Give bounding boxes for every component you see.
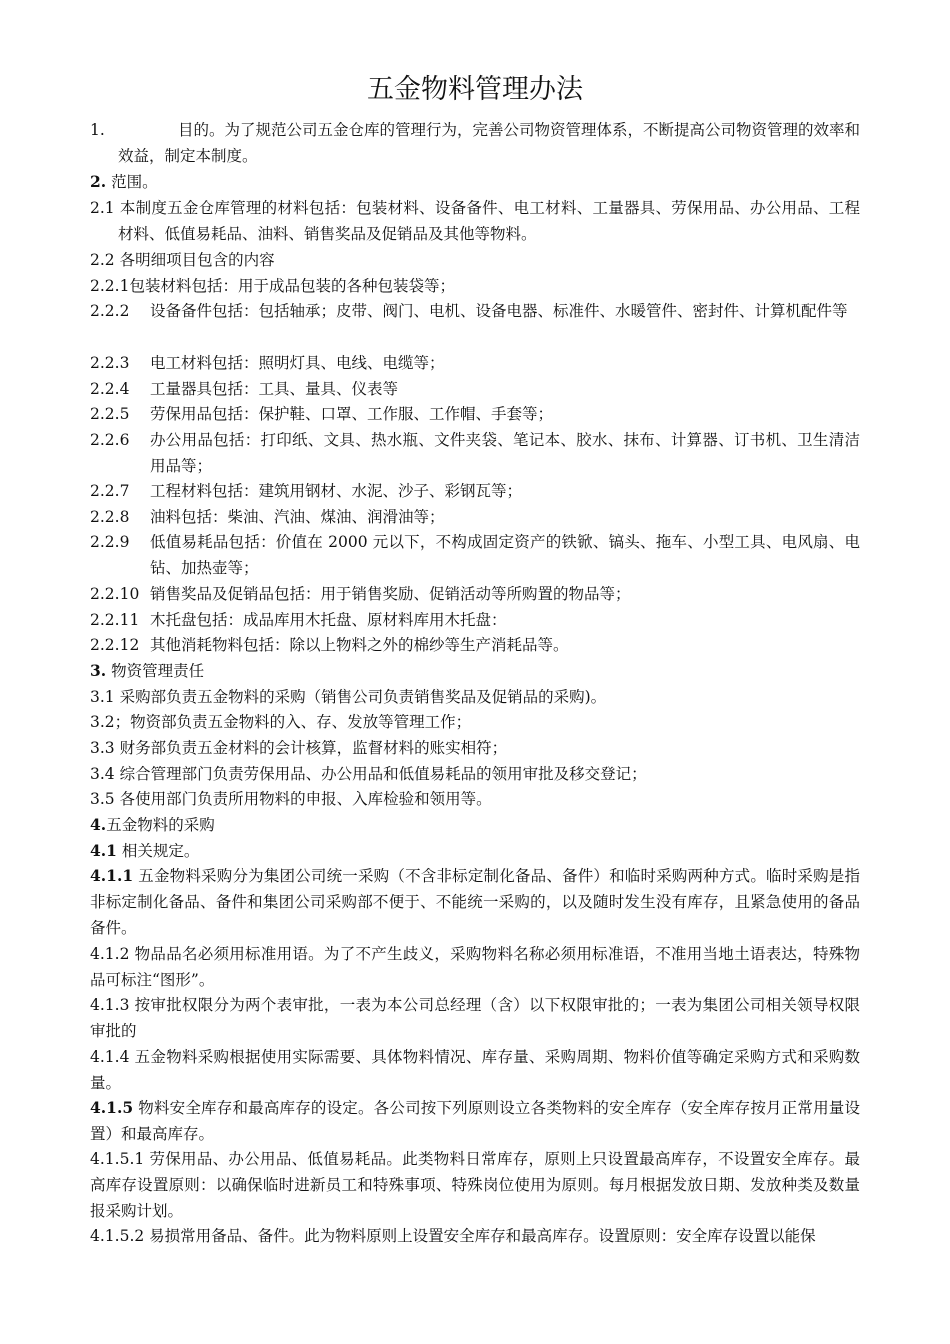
section-4-1-5-2: 4.1.5.2 易损常用备品、备件。此为物料原则上设置安全库存和最高库存。设置原则：安全库存设置以能保 (90, 1227, 816, 1245)
section-text: 油料包括：柴油、汽油、煤油、润滑油等； (150, 508, 445, 526)
section-number: 4.1.1 (90, 866, 134, 885)
section-2-2-3 (90, 350, 860, 376)
section-number: 2.2.6 (90, 431, 130, 449)
section-text: 木托盘包括：成品库用木托盘、原材料库用木托盘： (150, 611, 507, 629)
section-3-2: 3.2；物资部负责五金物料的入、存、发放等管理工作； (90, 713, 472, 731)
section-text: 范围。 (106, 173, 158, 191)
section-2-2-4 (90, 376, 860, 402)
section-number: 2.2.4 (90, 380, 130, 398)
section-2-2-11 (90, 607, 860, 633)
section-text: 办公用品包括：打印纸、文具、热水瓶、文件夹袋、笔记本、胶水、抹布、计算器、订书机、卫生清洁用品等； (150, 431, 860, 475)
section-number: 2.2.3 (90, 354, 130, 372)
document-title: 五金物料管理办法 (367, 74, 583, 105)
section-2-2-6 (90, 427, 860, 479)
section-4-1 (90, 838, 860, 864)
section-text: 工程材料包括：建筑用钢材、水泥、沙子、彩钢瓦等； (150, 482, 523, 500)
section-4-1-3: 4.1.3 按审批权限分为两个表审批，一表为本公司总经理（含）以下权限审批的；一表为集团公司相关领导权限审批的 (90, 996, 860, 1040)
section-number: 2.2.9 (90, 533, 130, 551)
section-4-procurement (90, 812, 860, 838)
section-4-1-2: 4.1.2 物品品名必须用标准用语。为了不产生歧义，采购物料名称必须用标准语，不准用当地土语表达，特殊物品可标注“图形”。 (90, 945, 860, 989)
section-text: 五金物料的采购 (106, 816, 215, 834)
section-2-2-5 (90, 401, 860, 427)
section-number: 2.2.5 (90, 405, 130, 423)
section-text: 五金物料采购分为集团公司统一采购（不含非标定制化备品、备件）和临时采购两种方式。临时采购是指非标定制化备品、备件和集团公司采购部不便于、不能统一采购的，以及随时发生没有库存，且紧急使用的备品备件。 (90, 867, 860, 937)
section-number: 2.2.2 (90, 302, 130, 320)
section-number: 2.2.10 (90, 585, 140, 603)
section-2-2-2 (90, 298, 860, 324)
section-number: 2. (90, 172, 107, 191)
section-number: 2.2.12 (90, 636, 140, 654)
section-2-2-9 (90, 529, 860, 581)
section-2-1 (90, 195, 860, 247)
section-number: 2.2.7 (90, 482, 130, 500)
section-number: 3. (90, 661, 107, 680)
section-number: 2.1 (90, 199, 120, 217)
section-text: 目的。为了规范公司五金仓库的管理行为，完善公司物资管理体系，不断提高公司物资管理的效率和效益，制定本制度。 (118, 121, 861, 165)
section-text: 销售奖品及促销品包括：用于销售奖励、促销活动等所购置的物品等； (150, 585, 631, 603)
section-number: 4. (90, 815, 107, 834)
section-text: 设备备件包括：包括轴承；皮带、阀门、电机、设备电器、标准件、水暖管件、密封件、计算机配件等 (150, 302, 848, 320)
section-2-2-12 (90, 632, 860, 658)
section-3-5: 3.5 各使用部门负责所用物料的申报、入库检验和领用等。 (90, 790, 492, 808)
section-text: 物资管理责任 (106, 662, 205, 680)
section-3-responsibility (90, 658, 860, 684)
section-1-purpose (90, 117, 860, 169)
section-text: 低值易耗品包括：价值在 2000 元以下，不构成固定资产的铁锨、镐头、拖车、小型工具、电风扇、电钻、加热壶等； (150, 533, 860, 577)
section-text: 相关规定。 (116, 842, 200, 860)
section-4-1-5-1: 4.1.5.1 劳保用品、办公用品、低值易耗品。此类物料日常库存，原则上只设置最高库存，不设置安全库存。最高库存设置原则：以确保临时进新员工和特殊事项、特殊岗位使用为原则。每月根据发放日期、发放种类及数量报采购计划。 (90, 1150, 860, 1220)
section-number: 2.2.8 (90, 508, 130, 526)
section-3-1: 3.1 采购部负责五金物料的采购（销售公司负责销售奖品及促销品的采购)。 (90, 688, 607, 706)
section-text: 本制度五金仓库管理的材料包括：包装材料、设备备件、电工材料、工量器具、劳保用品、办公用品、工程材料、低值易耗品、油料、销售奖品及促销品及其他等物料。 (118, 199, 861, 243)
section-2-2-8 (90, 504, 860, 530)
section-number: 4.1.5 (90, 1098, 134, 1117)
section-4-1-5 (90, 1095, 860, 1147)
section-number: 1. (90, 121, 115, 139)
section-3-4: 3.4 综合管理部门负责劳保用品、办公用品和低值易耗品的领用审批及移交登记； (90, 765, 647, 783)
section-number: 2.2.11 (90, 611, 140, 629)
section-text: 劳保用品包括：保护鞋、口罩、工作服、工作帽、手套等； (150, 405, 554, 423)
section-2-scope (90, 169, 860, 195)
section-3-3: 3.3 财务部负责五金材料的会计核算，监督材料的账实相符； (90, 739, 508, 757)
section-2-2: 2.2 各明细项目包含的内容 (90, 251, 275, 269)
section-2-2-7 (90, 478, 860, 504)
section-text: 工量器具包括：工具、量具、仪表等 (150, 380, 399, 398)
section-text: 物料安全库存和最高库存的设定。各公司按下列原则设立各类物料的安全库存（安全库存按月正常用量设置）和最高库存。 (90, 1099, 860, 1143)
section-2-2-1: 2.2.1包装材料包括：用于成品包装的各种包装袋等； (90, 277, 455, 295)
section-number: 4.1 (90, 841, 117, 860)
section-text: 其他消耗物料包括：除以上物料之外的棉纱等生产消耗品等。 (150, 636, 569, 654)
section-text: 电工材料包括：照明灯具、电线、电缆等； (150, 354, 445, 372)
section-4-1-1 (90, 863, 860, 941)
section-4-1-4: 4.1.4 五金物料采购根据使用实际需要、具体物料情况、库存量、采购周期、物料价值等确定采购方式和采购数量。 (90, 1048, 860, 1092)
section-2-2-10 (90, 581, 860, 607)
